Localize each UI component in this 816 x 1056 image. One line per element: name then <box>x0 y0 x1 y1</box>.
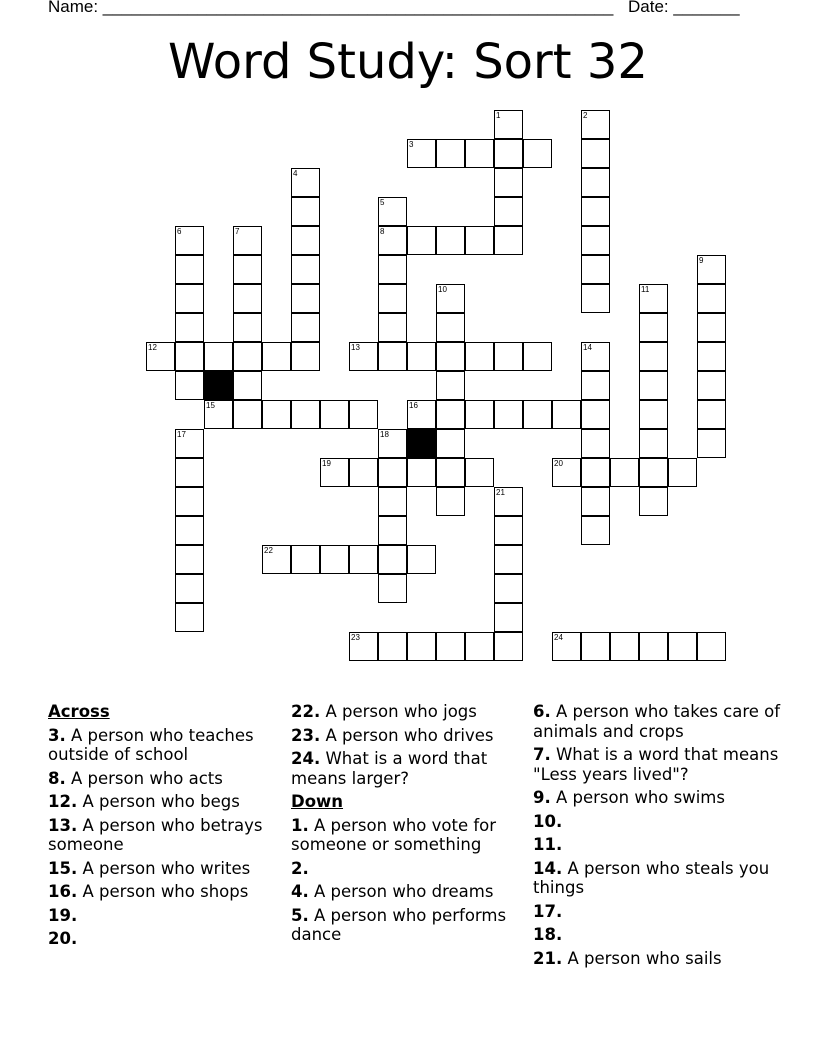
clue-item-number: 6. <box>533 702 551 721</box>
clue-number: 9 <box>699 256 704 265</box>
clue-number: 24 <box>554 633 563 642</box>
grid-cell[interactable] <box>436 487 465 516</box>
clue-number: 3 <box>409 140 414 149</box>
grid-cell[interactable] <box>349 400 378 429</box>
clue-item <box>291 726 529 746</box>
grid-cell[interactable] <box>436 371 465 400</box>
clue-item <box>48 859 286 879</box>
grid-cell[interactable] <box>494 487 523 516</box>
clue-number: 15 <box>206 401 215 410</box>
clue-item-number: 17. <box>533 901 563 921</box>
grid-cell[interactable] <box>320 545 349 574</box>
clue-number: 4 <box>293 169 298 178</box>
clue-item-text: A person who betrays someone <box>48 815 263 854</box>
clue-item <box>48 792 286 812</box>
clue-item-text: A person who takes care of animals and crops <box>533 702 781 741</box>
grid-cell[interactable] <box>407 139 436 168</box>
clue-number: 23 <box>351 633 360 642</box>
grid-cell[interactable] <box>349 342 378 371</box>
clue-item-text: A person who drives <box>320 725 494 745</box>
header <box>48 0 748 19</box>
grid-cell[interactable] <box>175 284 204 313</box>
grid-cell[interactable] <box>697 284 726 313</box>
grid-cell[interactable] <box>175 371 204 400</box>
grid-cell[interactable] <box>378 632 407 661</box>
clue-item-number: 16. <box>48 882 78 901</box>
grid-cell[interactable] <box>494 342 523 371</box>
grid-cell[interactable] <box>291 545 320 574</box>
clue-item-number: 4. <box>291 882 309 901</box>
grid-cell[interactable] <box>494 545 523 574</box>
grid-cell[interactable] <box>291 168 320 197</box>
grid-cell[interactable] <box>378 574 407 603</box>
grid-cell[interactable] <box>668 458 697 487</box>
grid-cell[interactable] <box>581 255 610 284</box>
grid-cell[interactable] <box>639 400 668 429</box>
grid-cell[interactable] <box>349 632 378 661</box>
grid-block <box>407 429 436 458</box>
grid-cell[interactable] <box>668 632 697 661</box>
grid-cell[interactable] <box>233 226 262 255</box>
grid-cell[interactable] <box>465 400 494 429</box>
grid-cell[interactable] <box>291 342 320 371</box>
clue-item-text: A person who acts <box>65 768 223 788</box>
clue-item-number: 15. <box>48 858 78 878</box>
clue-item-text: A person who swims <box>550 788 725 807</box>
grid-cell[interactable] <box>175 516 204 545</box>
clue-item <box>533 812 783 832</box>
clue-item <box>291 749 529 788</box>
clue-number: 7 <box>235 227 240 236</box>
clue-item <box>291 906 529 945</box>
grid-cell[interactable] <box>697 342 726 371</box>
grid-cell[interactable] <box>581 632 610 661</box>
grid-cell[interactable] <box>494 168 523 197</box>
grid-cell[interactable] <box>175 255 204 284</box>
grid-cell[interactable] <box>639 342 668 371</box>
across-heading: Across <box>48 702 110 721</box>
grid-cell[interactable] <box>175 603 204 632</box>
clue-item <box>291 859 529 879</box>
grid-cell[interactable] <box>233 371 262 400</box>
grid-cell[interactable] <box>639 632 668 661</box>
clue-item-text: A person who teaches outside of school <box>48 725 254 764</box>
grid-cell[interactable] <box>378 516 407 545</box>
grid-cell[interactable] <box>320 400 349 429</box>
clue-number: 2 <box>583 111 588 120</box>
grid-cell[interactable] <box>378 487 407 516</box>
grid-cell[interactable] <box>639 313 668 342</box>
grid-cell[interactable] <box>697 371 726 400</box>
grid-cell[interactable] <box>204 400 233 429</box>
clue-item-number: 22. <box>291 702 321 721</box>
grid-cell[interactable] <box>494 632 523 661</box>
grid-cell[interactable] <box>581 400 610 429</box>
grid-cell[interactable] <box>262 400 291 429</box>
grid-cell[interactable] <box>378 545 407 574</box>
clue-column-2 <box>291 702 529 949</box>
grid-cell[interactable] <box>407 632 436 661</box>
clue-item <box>48 882 286 902</box>
grid-cell[interactable] <box>523 139 552 168</box>
clue-column-1 <box>48 702 286 953</box>
grid-cell[interactable] <box>349 458 378 487</box>
clue-number: 5 <box>380 198 385 207</box>
grid-cell[interactable] <box>639 429 668 458</box>
clue-number: 10 <box>438 285 447 294</box>
grid-cell[interactable] <box>697 632 726 661</box>
grid-cell[interactable] <box>465 139 494 168</box>
clue-number: 13 <box>351 343 360 352</box>
grid-cell[interactable] <box>291 255 320 284</box>
clue-item-text: What is a word that means "Less years lived"? <box>533 745 779 784</box>
clue-number: 21 <box>496 488 505 497</box>
grid-cell[interactable] <box>407 400 436 429</box>
grid-cell[interactable] <box>378 255 407 284</box>
clue-item-number: 5. <box>291 905 309 925</box>
grid-cell[interactable] <box>494 139 523 168</box>
clue-number: 19 <box>322 459 331 468</box>
grid-cell[interactable] <box>523 342 552 371</box>
grid-cell[interactable] <box>697 400 726 429</box>
grid-cell[interactable] <box>175 458 204 487</box>
grid-cell[interactable] <box>378 429 407 458</box>
grid-cell[interactable] <box>581 110 610 139</box>
grid-cell[interactable] <box>581 516 610 545</box>
grid-cell[interactable] <box>233 255 262 284</box>
grid-block <box>204 371 233 400</box>
page-title: Word Study: Sort 32 <box>168 34 648 90</box>
grid-cell[interactable] <box>378 226 407 255</box>
clue-item-number: 18. <box>533 925 563 944</box>
grid-cell[interactable] <box>494 400 523 429</box>
grid-cell[interactable] <box>610 632 639 661</box>
grid-cell[interactable] <box>175 487 204 516</box>
grid-cell[interactable] <box>175 429 204 458</box>
grid-cell[interactable] <box>581 168 610 197</box>
grid-cell[interactable] <box>175 226 204 255</box>
clue-item-text: A person who performs dance <box>291 905 507 944</box>
grid-cell[interactable] <box>204 342 233 371</box>
clue-item-text: A person who sails <box>562 948 722 968</box>
grid-cell[interactable] <box>175 545 204 574</box>
grid-cell[interactable] <box>436 284 465 313</box>
grid-cell[interactable] <box>291 284 320 313</box>
clue-item-number: 13. <box>48 815 78 835</box>
clue-item-number: 3. <box>48 725 66 745</box>
grid-cell[interactable] <box>378 284 407 313</box>
clue-number: 11 <box>641 285 650 294</box>
grid-cell[interactable] <box>436 400 465 429</box>
clue-item <box>48 769 286 789</box>
clue-item <box>533 835 783 855</box>
clue-number: 17 <box>177 430 186 439</box>
clue-item-text: A person who dreams <box>308 882 494 901</box>
grid-cell[interactable] <box>407 458 436 487</box>
grid-cell[interactable] <box>465 632 494 661</box>
clue-number: 18 <box>380 430 389 439</box>
clue-item <box>533 925 783 945</box>
clue-item-number: 10. <box>533 811 563 831</box>
grid-cell[interactable] <box>175 342 204 371</box>
clue-item <box>48 929 286 949</box>
grid-cell[interactable] <box>494 226 523 255</box>
grid-cell[interactable] <box>291 313 320 342</box>
grid-cell[interactable] <box>349 545 378 574</box>
grid-cell[interactable] <box>581 342 610 371</box>
grid-cell[interactable] <box>639 458 668 487</box>
grid-cell[interactable] <box>436 313 465 342</box>
clue-item-number: 12. <box>48 792 78 811</box>
clue-item-number: 20. <box>48 929 78 948</box>
clue-item-number: 1. <box>291 815 309 835</box>
clue-item <box>533 902 783 922</box>
grid-cell[interactable] <box>291 400 320 429</box>
grid-cell[interactable] <box>465 226 494 255</box>
grid-cell[interactable] <box>639 487 668 516</box>
grid-cell[interactable] <box>436 632 465 661</box>
grid-cell[interactable] <box>581 197 610 226</box>
clue-number: 22 <box>264 546 273 555</box>
grid-cell[interactable] <box>552 632 581 661</box>
grid-cell[interactable] <box>436 226 465 255</box>
grid-cell[interactable] <box>581 226 610 255</box>
clue-item-number: 23. <box>291 725 321 745</box>
clue-item <box>533 745 783 784</box>
name-field[interactable]: Name: ______________________________________________________ <box>48 0 614 16</box>
grid-cell[interactable] <box>407 545 436 574</box>
clue-number: 12 <box>148 343 157 352</box>
clue-item-text: A person who vote for someone or something <box>291 815 497 854</box>
clue-item-number: 11. <box>533 835 563 854</box>
clue-item <box>533 702 783 741</box>
date-field[interactable]: Date: _______ <box>628 0 740 16</box>
grid-cell[interactable] <box>378 342 407 371</box>
grid-cell[interactable] <box>552 458 581 487</box>
clue-item <box>533 859 783 898</box>
grid-cell[interactable] <box>378 458 407 487</box>
grid-cell[interactable] <box>581 429 610 458</box>
grid-cell[interactable] <box>552 400 581 429</box>
grid-cell[interactable] <box>378 197 407 226</box>
grid-cell[interactable] <box>697 255 726 284</box>
grid-cell[interactable] <box>639 371 668 400</box>
grid-cell[interactable] <box>175 313 204 342</box>
clue-item-text: A person who jogs <box>320 702 477 721</box>
grid-cell[interactable] <box>233 400 262 429</box>
grid-cell[interactable] <box>233 342 262 371</box>
grid-cell[interactable] <box>494 197 523 226</box>
clue-item <box>533 788 783 808</box>
grid-cell[interactable] <box>436 429 465 458</box>
grid-cell[interactable] <box>146 342 175 371</box>
clue-item <box>48 726 286 765</box>
grid-cell[interactable] <box>581 371 610 400</box>
grid-cell[interactable] <box>436 458 465 487</box>
grid-cell[interactable] <box>291 197 320 226</box>
clue-number: 6 <box>177 227 182 236</box>
grid-cell[interactable] <box>436 342 465 371</box>
grid-cell[interactable] <box>639 284 668 313</box>
grid-cell[interactable] <box>262 545 291 574</box>
clue-item <box>48 816 286 855</box>
grid-cell[interactable] <box>233 313 262 342</box>
grid-cell[interactable] <box>465 458 494 487</box>
grid-cell[interactable] <box>407 342 436 371</box>
grid-cell[interactable] <box>494 516 523 545</box>
clue-item-text: What is a word that means larger? <box>291 749 488 788</box>
grid-cell[interactable] <box>378 313 407 342</box>
grid-cell[interactable] <box>436 139 465 168</box>
clue-number: 16 <box>409 401 418 410</box>
grid-cell[interactable] <box>320 458 349 487</box>
clue-item <box>48 906 286 926</box>
clue-number: 1 <box>496 111 501 120</box>
clue-item <box>533 949 783 969</box>
clue-item-number: 19. <box>48 905 78 925</box>
clue-number: 14 <box>583 343 592 352</box>
clue-item <box>291 702 529 722</box>
grid-cell[interactable] <box>407 226 436 255</box>
grid-cell[interactable] <box>581 139 610 168</box>
grid-cell[interactable] <box>697 313 726 342</box>
grid-cell[interactable] <box>494 603 523 632</box>
grid-cell[interactable] <box>610 458 639 487</box>
grid-cell[interactable] <box>581 487 610 516</box>
clue-item <box>291 882 529 902</box>
clue-item-number: 21. <box>533 948 563 968</box>
clue-number: 20 <box>554 459 563 468</box>
grid-cell[interactable] <box>581 458 610 487</box>
clue-item-number: 14. <box>533 858 563 878</box>
grid-cell[interactable] <box>581 284 610 313</box>
clue-item-text: A person who shops <box>77 882 249 901</box>
grid-cell[interactable] <box>465 342 494 371</box>
clue-item-number: 9. <box>533 788 551 807</box>
grid-cell[interactable] <box>494 110 523 139</box>
clue-item-number: 7. <box>533 745 551 764</box>
clue-item-text: A person who begs <box>77 792 240 811</box>
clue-column-3 <box>533 702 783 972</box>
grid-cell[interactable] <box>523 400 552 429</box>
clue-item-number: 24. <box>291 749 321 768</box>
grid-cell[interactable] <box>262 342 291 371</box>
clue-item-text: A person who steals you things <box>533 858 770 897</box>
grid-cell[interactable] <box>494 574 523 603</box>
down-heading: Down <box>291 792 344 811</box>
clue-item-number: 8. <box>48 768 66 788</box>
grid-cell[interactable] <box>697 429 726 458</box>
clue-number: 8 <box>380 227 385 236</box>
clue-item-number: 2. <box>291 858 309 878</box>
grid-cell[interactable] <box>291 226 320 255</box>
clue-item <box>291 816 529 855</box>
clue-item-text: A person who writes <box>77 858 251 878</box>
grid-cell[interactable] <box>233 284 262 313</box>
grid-cell[interactable] <box>175 574 204 603</box>
